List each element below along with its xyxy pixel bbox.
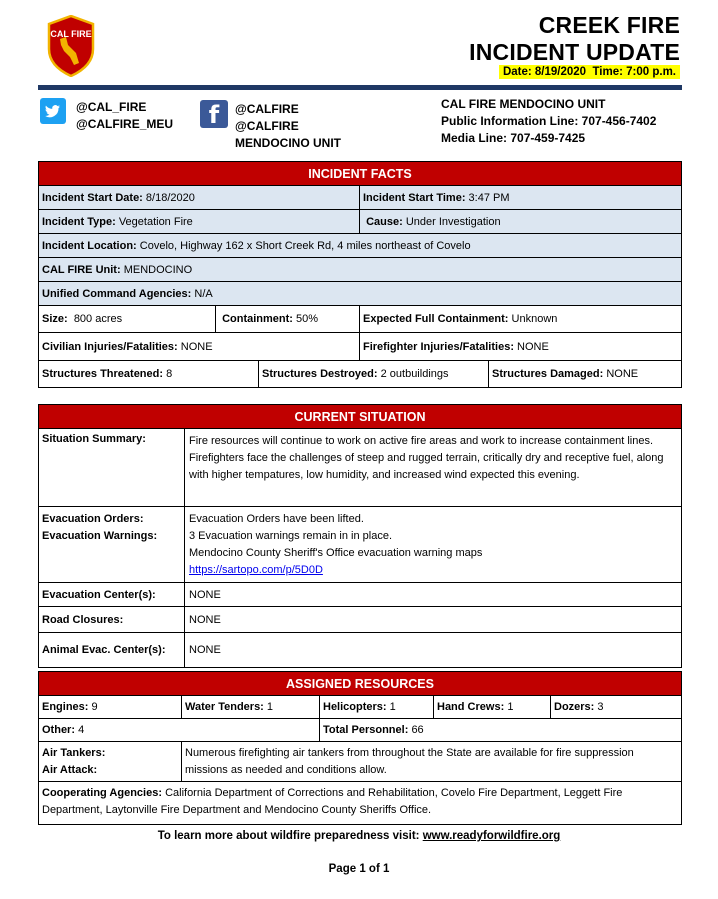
engines-cell: Engines: 9 xyxy=(39,696,182,718)
other-cell: Other: 4 xyxy=(39,719,320,741)
animal-evac-label: Animal Evac. Center(s): xyxy=(39,633,185,667)
cal-fire-logo xyxy=(46,15,96,77)
evacuation-labels: Evacuation Orders: Evacuation Warnings: xyxy=(39,507,185,582)
page-number: Page 1 of 1 xyxy=(328,863,390,875)
current-situation-table xyxy=(38,404,682,668)
firefighter-injuries-cell: Firefighter Injuries/Fatalities: NONE xyxy=(363,340,549,353)
evacuation-map-link[interactable]: https://sartopo.com/p/5D0D xyxy=(189,564,323,576)
start-time-cell: Incident Start Time: 3:47 PM xyxy=(363,191,510,204)
current-situation-heading: CURRENT SITUATION xyxy=(39,405,681,429)
readyforwildfire-link[interactable]: www.readyforwildfire.org xyxy=(422,830,561,842)
air-resources-labels: Air Tankers: Air Attack: xyxy=(39,742,182,781)
dozers-cell: Dozers: 3 xyxy=(554,701,604,713)
evacuation-details: Evacuation Orders have been lifted. 3 Evacuation warnings remain in in place. Mendocino County Sheriff's Office evacuation warning maps https://sartopo.com/p/5D0D xyxy=(185,507,681,582)
containment-cell: Containment: 50% xyxy=(216,306,360,332)
civilian-injuries-cell: Civilian Injuries/Fatalities: NONE xyxy=(39,333,360,360)
water-tenders-cell: Water Tenders: 1 xyxy=(182,696,320,718)
situation-summary-label: Situation Summary: xyxy=(39,429,185,506)
cooperating-agencies-cell: Cooperating Agencies: California Department of Corrections and Rehabilitation, Covelo Fire Department, Leggett Fire Department, Laytonville Fire Department and Mendocino County Sheriffs Office. xyxy=(42,787,623,816)
incident-facts-heading: INCIDENT FACTS xyxy=(39,162,681,186)
unit-contact: CAL FIRE MENDOCINO UNIT Public Information Line: 707-456-7402 Media Line: 707-459-7425 xyxy=(441,97,657,145)
helicopters-cell: Helicopters: 1 xyxy=(320,696,434,718)
cause-cell: Cause: Under Investigation xyxy=(366,215,501,228)
facebook-icon: f xyxy=(200,100,228,128)
evac-centers-value: NONE xyxy=(189,588,221,601)
road-closures-value: NONE xyxy=(189,613,221,626)
start-date-cell: Incident Start Date: 8/18/2020 xyxy=(39,186,360,209)
unit-cell: CAL FIRE Unit: MENDOCINO xyxy=(42,263,193,276)
header-rule xyxy=(38,85,682,90)
incident-facts-table xyxy=(38,161,682,388)
twitter-handles: @CAL_FIRE @CALFIRE_MEU xyxy=(76,100,174,131)
air-resources-text: Numerous firefighting air tankers from throughout the State are available for fire suppression missions as needed and conditions allow. xyxy=(185,746,634,776)
incident-type-cell: Incident Type: Vegetation Fire xyxy=(39,210,360,233)
logo-text: CAL FIRE xyxy=(50,29,92,39)
preparedness-note: To learn more about wildfire preparedness visit: www.readyforwildfire.org xyxy=(157,830,561,842)
structures-destroyed-cell: Structures Destroyed: 2 outbuildings xyxy=(259,361,489,387)
date-time-highlight: Date: 8/19/2020 Time: 7:00 p.m. xyxy=(499,65,680,79)
situation-summary-text: Fire resources will continue to work on active fire areas and work to increase containment lines. Firefighters face the challenges of steep and rugged terrain, critically dry and receptive fuel, along with higher tempatures, low humidity, and increased wind expected this evening. xyxy=(189,435,664,481)
document-title xyxy=(469,12,680,66)
facebook-handles: @CALFIRE @CALFIRE MENDOCINO UNIT xyxy=(235,102,341,150)
evac-centers-label: Evacuation Center(s): xyxy=(39,583,185,606)
title-line-1: CREEK FIRE xyxy=(538,12,680,38)
structures-damaged-cell: Structures Damaged: NONE xyxy=(492,368,639,380)
size-cell: Size: 800 acres xyxy=(39,306,216,332)
twitter-icon xyxy=(40,98,66,124)
hand-crews-cell: Hand Crews: 1 xyxy=(434,696,551,718)
assigned-resources-table xyxy=(38,671,682,825)
location-cell: Incident Location: Covelo, Highway 162 x Short Creek Rd, 4 miles northeast of Covelo xyxy=(42,239,471,252)
title-line-2: INCIDENT UPDATE xyxy=(469,39,680,65)
total-personnel-cell: Total Personnel: 66 xyxy=(323,724,424,736)
structures-threatened-cell: Structures Threatened: 8 xyxy=(39,361,259,387)
expected-containment-cell: Expected Full Containment: Unknown xyxy=(363,313,558,325)
road-closures-label: Road Closures: xyxy=(39,607,185,632)
animal-evac-value: NONE xyxy=(189,644,221,656)
agencies-cell: Unified Command Agencies: N/A xyxy=(42,287,213,300)
assigned-resources-heading: ASSIGNED RESOURCES xyxy=(39,672,681,696)
